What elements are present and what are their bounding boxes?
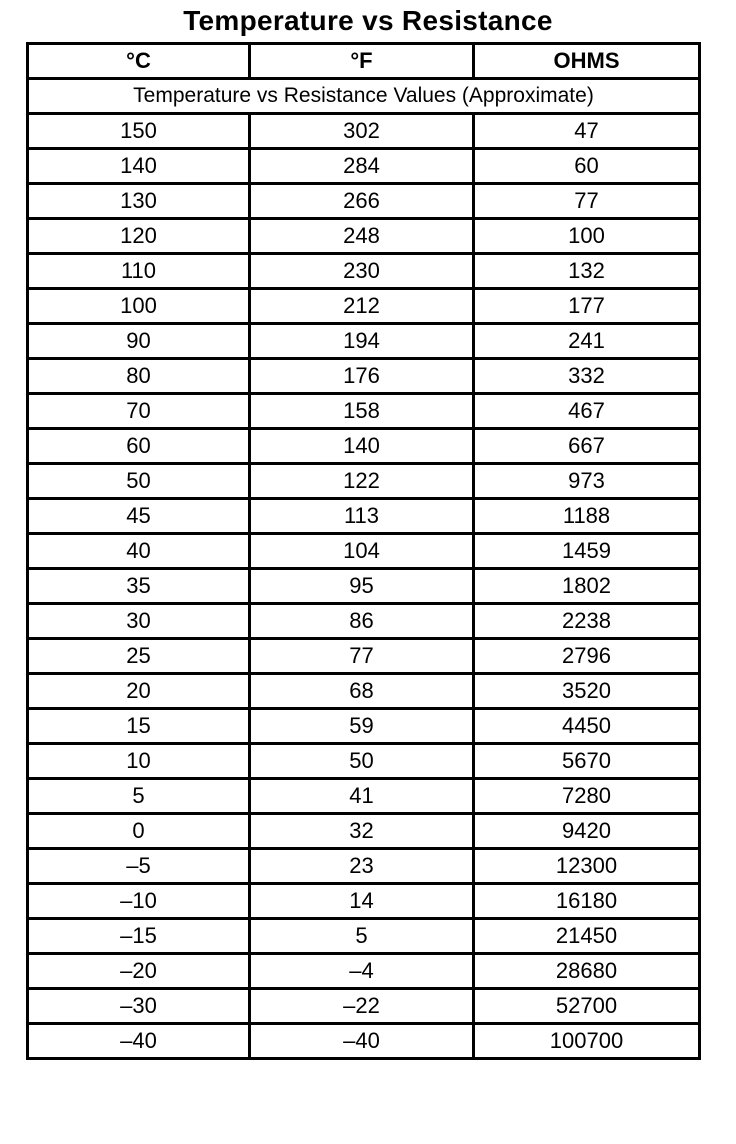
- table-row: [28, 114, 700, 149]
- table-row: [28, 219, 700, 254]
- cell-ohms: 241: [474, 324, 700, 359]
- table-row: [28, 569, 700, 604]
- table-row: [28, 709, 700, 744]
- cell-fahrenheit: 266: [250, 184, 474, 219]
- temperature-resistance-table: [26, 42, 701, 1060]
- cell-celsius: 30: [28, 604, 250, 639]
- table-row: [28, 884, 700, 919]
- cell-fahrenheit: 86: [250, 604, 474, 639]
- cell-ohms: 1188: [474, 499, 700, 534]
- cell-celsius: –30: [28, 989, 250, 1024]
- table-row: [28, 184, 700, 219]
- cell-celsius: 20: [28, 674, 250, 709]
- cell-fahrenheit: 95: [250, 569, 474, 604]
- cell-fahrenheit: 122: [250, 464, 474, 499]
- column-header-ohms: OHMS: [474, 44, 700, 79]
- table-row: [28, 674, 700, 709]
- table-row: [28, 814, 700, 849]
- cell-celsius: 50: [28, 464, 250, 499]
- cell-fahrenheit: 140: [250, 429, 474, 464]
- cell-ohms: 467: [474, 394, 700, 429]
- cell-celsius: 150: [28, 114, 250, 149]
- cell-ohms: 60: [474, 149, 700, 184]
- cell-celsius: 90: [28, 324, 250, 359]
- cell-celsius: 25: [28, 639, 250, 674]
- cell-celsius: 80: [28, 359, 250, 394]
- page-title: Temperature vs Resistance: [183, 5, 553, 36]
- cell-fahrenheit: 5: [250, 919, 474, 954]
- cell-ohms: 332: [474, 359, 700, 394]
- cell-celsius: 35: [28, 569, 250, 604]
- cell-ohms: 52700: [474, 989, 700, 1024]
- cell-celsius: –10: [28, 884, 250, 919]
- cell-celsius: 130: [28, 184, 250, 219]
- cell-fahrenheit: 68: [250, 674, 474, 709]
- table-row: [28, 954, 700, 989]
- cell-fahrenheit: 302: [250, 114, 474, 149]
- cell-fahrenheit: 77: [250, 639, 474, 674]
- table-row: [28, 359, 700, 394]
- cell-ohms: 21450: [474, 919, 700, 954]
- table-row: [28, 1024, 700, 1059]
- cell-ohms: 973: [474, 464, 700, 499]
- cell-ohms: 132: [474, 254, 700, 289]
- cell-fahrenheit: 14: [250, 884, 474, 919]
- table-row: [28, 849, 700, 884]
- header-row: [28, 44, 700, 79]
- cell-ohms: 47: [474, 114, 700, 149]
- cell-fahrenheit: 284: [250, 149, 474, 184]
- cell-fahrenheit: 104: [250, 534, 474, 569]
- cell-ohms: 77: [474, 184, 700, 219]
- table-row: [28, 534, 700, 569]
- cell-ohms: 3520: [474, 674, 700, 709]
- cell-ohms: 2796: [474, 639, 700, 674]
- cell-fahrenheit: –40: [250, 1024, 474, 1059]
- cell-celsius: 60: [28, 429, 250, 464]
- cell-ohms: 4450: [474, 709, 700, 744]
- cell-fahrenheit: 158: [250, 394, 474, 429]
- cell-ohms: 1459: [474, 534, 700, 569]
- cell-celsius: 0: [28, 814, 250, 849]
- table-row: [28, 149, 700, 184]
- cell-fahrenheit: 113: [250, 499, 474, 534]
- cell-celsius: –15: [28, 919, 250, 954]
- table-row: [28, 394, 700, 429]
- table-row: [28, 919, 700, 954]
- cell-fahrenheit: 50: [250, 744, 474, 779]
- cell-fahrenheit: 248: [250, 219, 474, 254]
- table-row: [28, 744, 700, 779]
- cell-fahrenheit: 59: [250, 709, 474, 744]
- table-row: [28, 604, 700, 639]
- cell-celsius: 140: [28, 149, 250, 184]
- cell-ohms: 667: [474, 429, 700, 464]
- cell-fahrenheit: 23: [250, 849, 474, 884]
- table-row: [28, 324, 700, 359]
- cell-celsius: 40: [28, 534, 250, 569]
- cell-ohms: 28680: [474, 954, 700, 989]
- cell-celsius: 15: [28, 709, 250, 744]
- cell-ohms: 1802: [474, 569, 700, 604]
- cell-celsius: 10: [28, 744, 250, 779]
- table-row: [28, 464, 700, 499]
- cell-ohms: 9420: [474, 814, 700, 849]
- cell-fahrenheit: 176: [250, 359, 474, 394]
- column-header-fahrenheit: °F: [250, 44, 474, 79]
- column-header-celsius: °C: [28, 44, 250, 79]
- cell-ohms: 100700: [474, 1024, 700, 1059]
- table-body: [28, 114, 700, 1059]
- cell-celsius: –40: [28, 1024, 250, 1059]
- cell-ohms: 7280: [474, 779, 700, 814]
- cell-fahrenheit: 32: [250, 814, 474, 849]
- cell-ohms: 5670: [474, 744, 700, 779]
- cell-fahrenheit: 41: [250, 779, 474, 814]
- cell-fahrenheit: 230: [250, 254, 474, 289]
- table-row: [28, 289, 700, 324]
- cell-ohms: 100: [474, 219, 700, 254]
- table-row: [28, 989, 700, 1024]
- subheader-row: [28, 79, 700, 114]
- table-row: [28, 499, 700, 534]
- table-row: [28, 429, 700, 464]
- cell-ohms: 12300: [474, 849, 700, 884]
- cell-fahrenheit: 194: [250, 324, 474, 359]
- cell-fahrenheit: 212: [250, 289, 474, 324]
- cell-celsius: 70: [28, 394, 250, 429]
- cell-fahrenheit: –4: [250, 954, 474, 989]
- cell-celsius: 45: [28, 499, 250, 534]
- table-row: [28, 254, 700, 289]
- cell-celsius: 5: [28, 779, 250, 814]
- cell-celsius: –5: [28, 849, 250, 884]
- cell-ohms: 16180: [474, 884, 700, 919]
- cell-ohms: 177: [474, 289, 700, 324]
- table-row: [28, 779, 700, 814]
- cell-celsius: 100: [28, 289, 250, 324]
- table-row: [28, 639, 700, 674]
- cell-ohms: 2238: [474, 604, 700, 639]
- cell-celsius: 110: [28, 254, 250, 289]
- cell-celsius: –20: [28, 954, 250, 989]
- cell-celsius: 120: [28, 219, 250, 254]
- cell-fahrenheit: –22: [250, 989, 474, 1024]
- table-subheader: Temperature vs Resistance Values (Approximate): [28, 79, 700, 114]
